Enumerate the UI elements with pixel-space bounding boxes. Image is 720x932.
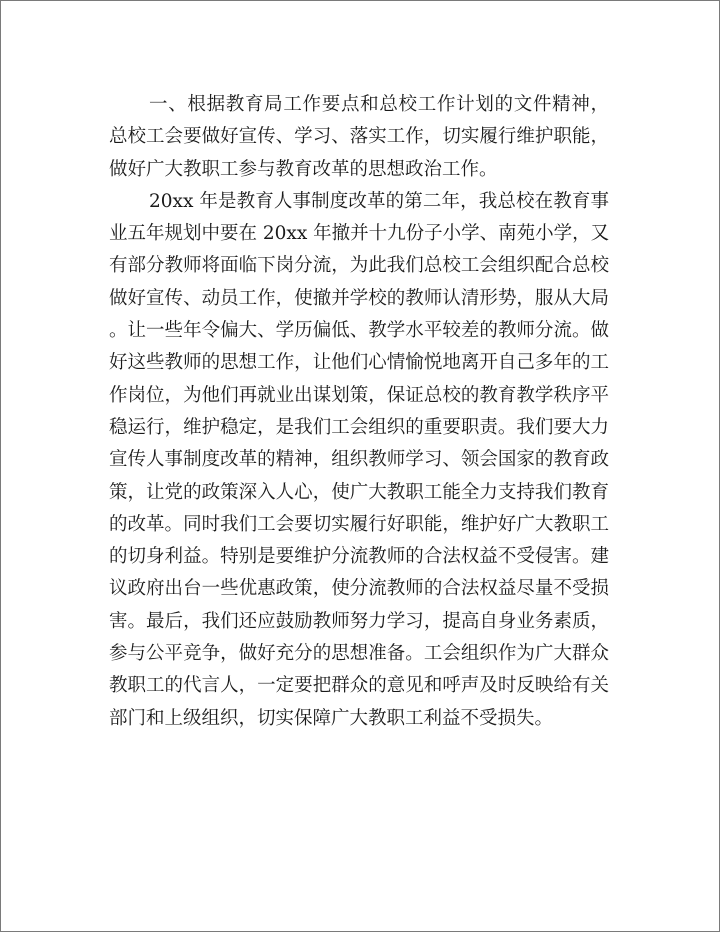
document-body [109,89,609,735]
paragraph-line: 总校工会要做好宣传、学习、落实工作，切实履行维护职能， [109,126,609,148]
paragraph-line: 好这些教师的思想工作，让他们心情愉悦地离开自己多年的工 [109,352,609,374]
paragraph-2 [109,186,609,735]
paragraph-1 [109,89,609,186]
paragraph-line: 业五年规划中要在 20xx 年撤并十九份子小学、南苑小学，又 [109,223,610,245]
paragraph-line: 做好广大教职工参与教育改革的思想政治工作。 [109,158,498,180]
paragraph-line: 20xx 年是教育人事制度改革的第二年，我总校在教育事 [149,190,609,212]
paragraph-line: 的改革。同时我们工会要切实履行好职能，维护好广大教职工 [109,513,609,535]
paragraph-line: 一、根据教育局工作要点和总校工作计划的文件精神， [149,94,609,115]
paragraph-line: 害。最后，我们还应鼓励教师努力学习，提高自身业务素质， [109,610,609,632]
paragraph-line: 的切身利益。特别是要维护分流教师的合法权益不受侵害。建 [109,546,609,568]
paragraph-line: 有部分教师将面临下岗分流，为此我们总校工会组织配合总校 [109,255,609,277]
paragraph-line: 稳运行，维护稳定，是我们工会组织的重要职责。我们要大力 [109,416,609,438]
paragraph-line: 议政府出台一些优惠政策，使分流教师的合法权益尽量不受损 [109,578,609,600]
paragraph-line: 策，让党的政策深入人心，使广大教职工能全力支持我们教育 [109,481,609,503]
paragraph-line: 参与公平竞争，做好充分的思想准备。工会组织作为广大群众 [109,643,609,665]
paragraph-line: 宣传人事制度改革的精神，组织教师学习、领会国家的教育政 [109,449,609,471]
paragraph-line: 。让一些年令偏大、学历偏低、教学水平较差的教师分流。做 [109,320,609,342]
paragraph-line: 作岗位，为他们再就业出谋划策，保证总校的教育教学秩序平 [109,384,609,406]
paragraph-line: 部门和上级组织，切实保障广大教职工利益不受损失。 [109,707,554,729]
paragraph-line: 教职工的代言人，一定要把群众的意见和呼声及时反映给有关 [109,675,609,697]
paragraph-line: 做好宣传、动员工作，使撤并学校的教师认清形势，服从大局 [109,287,609,309]
